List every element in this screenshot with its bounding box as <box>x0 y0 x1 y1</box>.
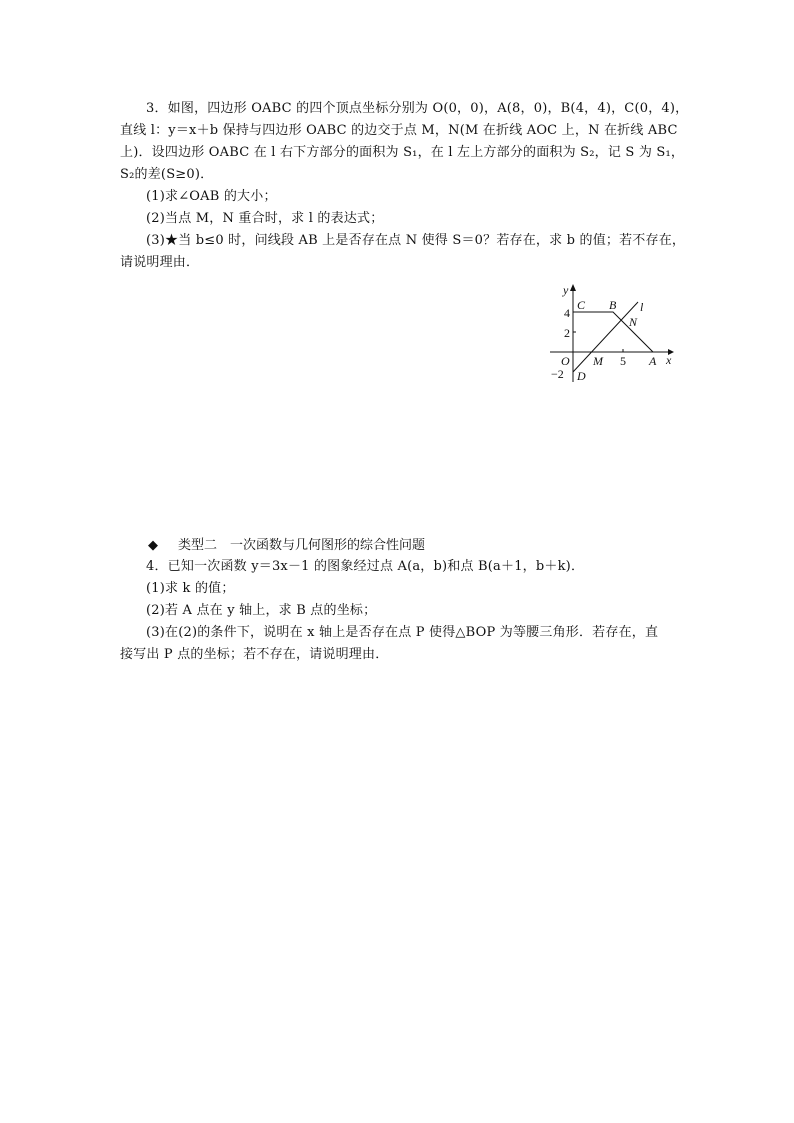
point-a-label: A <box>649 354 657 368</box>
line-l-label: l <box>640 300 644 314</box>
coordinate-diagram <box>548 282 676 386</box>
q4-part-3: (3)在(2)的条件下，说明在 x 轴上是否存在点 P 使得△BOP 为等腰三角形．若存在，直 <box>146 625 659 640</box>
point-c-label: C <box>577 298 586 312</box>
point-b-label: B <box>609 298 617 312</box>
y-axis-label: y <box>563 283 569 297</box>
diamond-bullet-icon: ◆ <box>148 538 158 553</box>
q4-line-1: 4．已知一次函数 y＝3x－1 的图象经过点 A(a，b)和点 B(a＋1，b＋k)． <box>146 559 585 574</box>
tick-label-5: 5 <box>620 354 626 368</box>
q3-part-3-cont: 请说明理由． <box>120 255 200 270</box>
point-n-label: N <box>629 315 638 329</box>
q3-part-3: (3)★当 b≤0 时，问线段 AB 上是否存在点 N 使得 S＝0？若存在，求 b 的值；若不存在， <box>146 233 686 248</box>
point-d-label: D <box>577 369 586 383</box>
section-heading <box>148 536 425 556</box>
q3-line-2: 直线 l：y＝x＋b 保持与四边形 OABC 的边交于点 M，N(M 在折线 AOC 上，N 在折线 ABC <box>120 123 678 138</box>
point-m-label: M <box>593 354 603 368</box>
tick-label-2: 2 <box>564 326 570 340</box>
question-3 <box>120 98 690 274</box>
polygon-oabc-edges <box>573 312 653 352</box>
q4-part-1: (1)求 k 的值； <box>146 581 235 596</box>
x-axis-label: x <box>666 353 672 367</box>
point-o-label: O <box>561 354 570 368</box>
question-4 <box>120 556 690 666</box>
section-title: 类型二 一次函数与几何图形的综合性问题 <box>178 538 426 553</box>
tick-label-4: 4 <box>564 306 570 320</box>
q3-line-4: S₂的差(S≥0)． <box>120 167 214 182</box>
coordinate-figure <box>548 282 676 386</box>
y-axis-arrow <box>570 284 576 291</box>
q3-part-1: (1)求∠OAB 的大小； <box>146 189 277 204</box>
q3-part-2: (2)当点 M，N 重合时，求 l 的表达式； <box>146 211 384 226</box>
q4-part-3-cont: 接写出 P 点的坐标；若不存在，请说明理由． <box>120 647 389 662</box>
q4-part-2: (2)若 A 点在 y 轴上，求 B 点的坐标； <box>146 603 377 618</box>
q3-line-3: 上)．设四边形 OABC 在 l 右下方部分的面积为 S₁，在 l 左上方部分的面积为 S₂，记 S 为 S₁， <box>120 145 685 160</box>
q3-line-1: 3．如图，四边形 OABC 的四个顶点坐标分别为 O(0，0)，A(8，0)，B(4，4)，C(0，4)， <box>146 101 689 116</box>
tick-label-neg2: −2 <box>551 367 564 381</box>
